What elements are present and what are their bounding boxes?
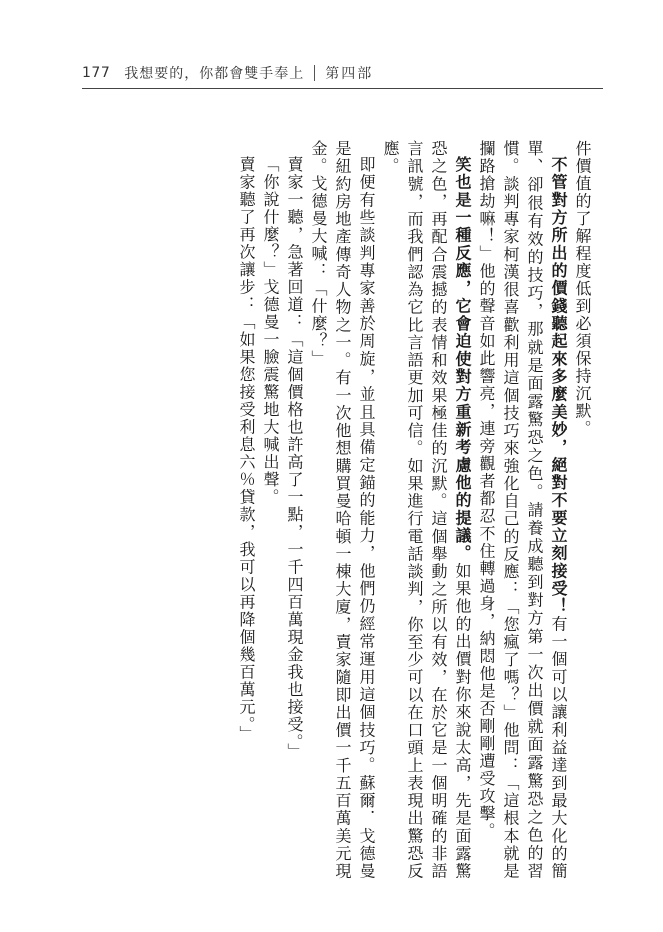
paragraph-p2 bbox=[474, 140, 570, 880]
chapter-label: 第四部 bbox=[325, 66, 374, 82]
paragraph-text: 賣家一聽，急著回道：「這個價格也許高了一點，一千四百萬現金我也接受。」 bbox=[285, 156, 304, 761]
header-divider bbox=[314, 65, 315, 81]
emphasized-text: 笑也是一種反應，它會迫使對方重新考慮他的提議。 bbox=[453, 156, 472, 563]
running-header bbox=[82, 60, 603, 86]
header-rule bbox=[82, 88, 603, 89]
page-number: 177 bbox=[82, 65, 111, 81]
paragraph-p3 bbox=[378, 140, 474, 880]
book-title: 我想要的，你都會雙手奉上 bbox=[124, 66, 305, 82]
paragraph-p5 bbox=[282, 140, 306, 880]
paragraph-text: 有一個可以讓利益達到最大化的簡單、卻很有效的技巧，那就是面露驚恐之色。請養成聽到對方第一次出價就面露驚恐之色的習慣。談判專家柯漢很喜歡利用這個技巧來強化自己的反應：「您瘋了嗎？」他問：「這根本就是攔路搶劫嘛！」他的聲音如此響亮，連旁觀者都忍不住轉過身，納悶他是否剛剛遭受攻擊。 bbox=[477, 140, 568, 880]
paragraph-p4 bbox=[306, 140, 378, 880]
paragraph-p7 bbox=[234, 140, 258, 880]
paragraph-p6 bbox=[258, 140, 282, 880]
emphasized-text: 不管對方所出的價錢聽起來多麼美妙，絕對不要立刻接受！ bbox=[549, 156, 568, 616]
paragraph-text: 賣家聽了再次讓步：「如果您接受利息六％貸款，我可以再降個幾百萬元。」 bbox=[237, 156, 256, 743]
paragraph-p1 bbox=[570, 140, 594, 880]
paragraph-text: 如果他的出價對你來說太高，先是面露驚恐之色，再配合震撼的表情和效果極佳的沉默。這個舉動之所以有效，在於它是一個明確的非語言訊號，而我們認為它比言語更加可信。如果進行電話談判，你至少可以在口頭上表現出驚恐反應。 bbox=[381, 140, 472, 880]
vertical-body-text bbox=[76, 140, 594, 880]
paragraph-text: 件價值的了解程度低到必須保持沉默。 bbox=[573, 140, 592, 438]
paragraph-text: 「你說什麼？」戈德曼一臉震驚地大喊出聲。 bbox=[261, 156, 280, 506]
paragraph-text: 即便有些談判專家善於周旋，並且具備定錨的能力，他們仍經常運用這個技巧。蘇爾．戈德曼是紐約房地產傳奇人物之一。有一次他想購買曼哈頓一棟大廈，賣家隨即出價一千五百萬美元現金。戈德曼大喊：「什麼？」 bbox=[309, 140, 376, 880]
